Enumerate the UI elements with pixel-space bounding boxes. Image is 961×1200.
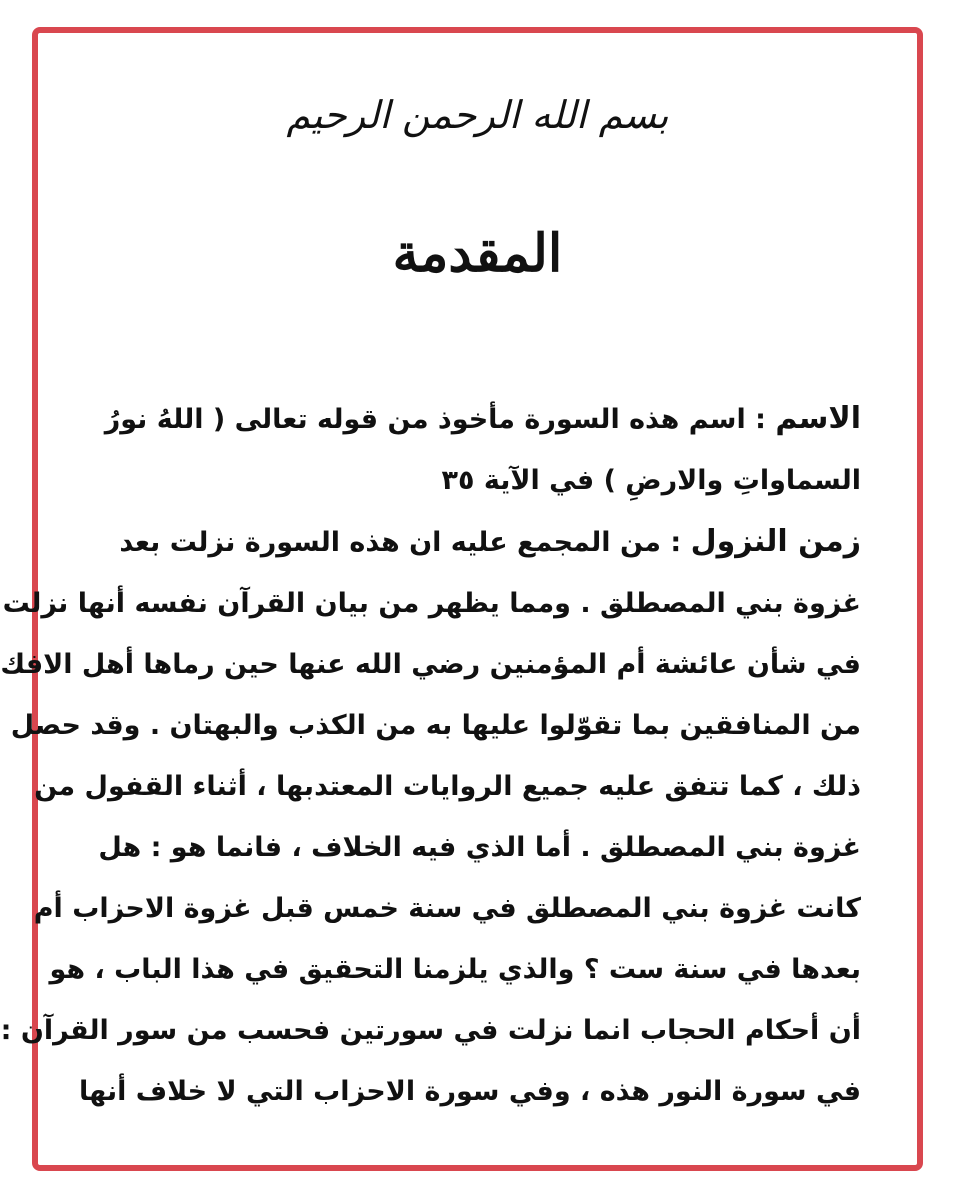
text-line: في شأن عائشة أم المؤمنين رضي الله عنها حين رماها أهل الافك	[0, 649, 861, 680]
text-line: السماواتِ والارضِ ) في الآية ٣٥	[441, 465, 861, 496]
text-line: من المنافقين بما تقوّلوا عليها به من الكذب والبهتان . وقد حصل	[10, 710, 861, 741]
text-line: بعدها في سنة ست ؟ والذي يلزمنا التحقيق في هذا الباب ، هو	[49, 954, 861, 985]
text-line: الاسم : اسم هذه السورة مأخوذ من قوله تعالى ( اللهُ نورُ	[104, 401, 861, 436]
page-title: المقدمة	[392, 223, 563, 284]
body-text	[0, 388, 861, 1122]
section-term: زمن النزول	[690, 524, 861, 559]
text-line: كانت غزوة بني المصطلق في سنة خمس قبل غزوة الاحزاب أم	[33, 893, 861, 924]
text-line: في سورة النور هذه ، وفي سورة الاحزاب التي لا خلاف أنها	[78, 1076, 861, 1107]
page-frame	[0, 27, 923, 1171]
text-line: ذلك ، كما تتفق عليه جميع الروايات المعتدبها ، أثناء القفول من	[34, 771, 861, 802]
section-term: الاسم	[775, 401, 861, 436]
text-line: زمن النزول : من المجمع عليه ان هذه السورة نزلت بعد	[119, 524, 861, 559]
text-line: غزوة بني المصطلق . ومما يظهر من بيان القرآن نفسه أنها نزلت	[2, 588, 861, 619]
basmala-heading: بسم الله الرحمن الرحيم	[286, 93, 669, 137]
text-line: أن أحكام الحجاب انما نزلت في سورتين فحسب من سور القرآن :	[0, 1015, 861, 1046]
text-line: غزوة بني المصطلق . أما الذي فيه الخلاف ، فانما هو : هل	[98, 832, 861, 863]
